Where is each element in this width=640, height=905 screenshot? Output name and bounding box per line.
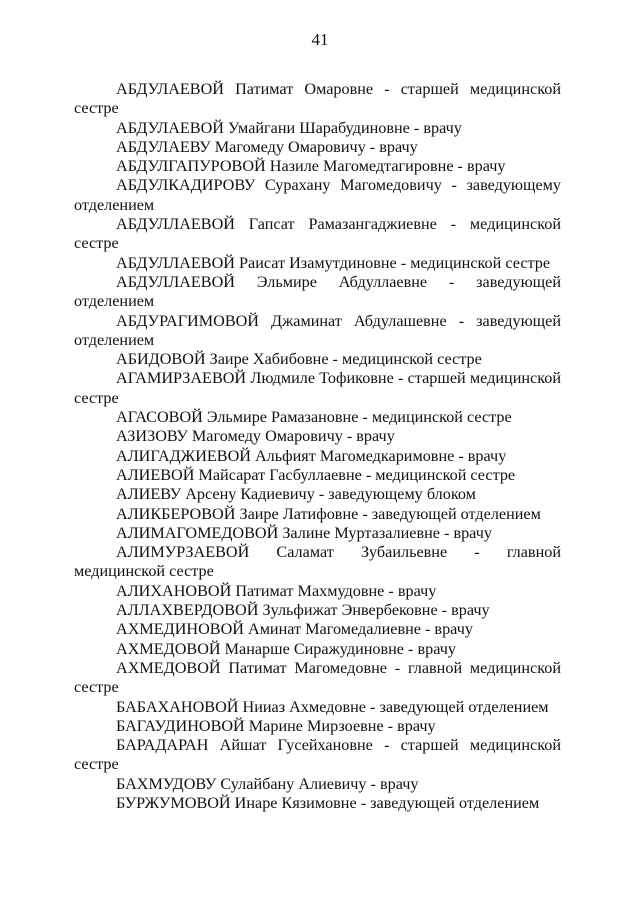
list-item: АЛИЕВОЙ Майсарат Гасбуллаевне - медицинской сестре [116,465,516,484]
list-item: АХМЕДОВОЙ Патимат Магомедовне - главной медицинской сестре [74,658,561,697]
list-item: АХМЕДИНОВОЙ Аминат Магомедалиевне - врачу [116,620,473,639]
list-item: АЛЛАХВЕРДОВОЙ Зульфижат Энвербековне - врачу [116,601,490,620]
list-item: БУРЖУМОВОЙ Инаре Кязимовне - заведующей отделением [116,793,540,812]
list-item: АБДУЛЛАЕВОЙ Раисат Изамутдиновне - медицинской сестре [116,253,551,272]
award-list [74,80,561,813]
list-item: АБДУЛАЕВОЙ Умайгани Шарабудиновне - врачу [116,118,462,137]
list-item: АЛИКБЕРОВОЙ Заире Латифовне - заведующей отделением [116,504,541,523]
list-item: АБДУЛГАПУРОВОЙ Назиле Магомедтагировне - врачу [116,157,506,176]
list-item: БАХМУДОВУ Сулайбану Алиевичу - врачу [116,774,419,793]
list-item: БАГАУДИНОВОЙ Марине Мирзоевне - врачу [116,716,436,735]
list-item: АБДУЛАЕВУ Магомеду Омаровичу - врачу [116,137,418,156]
list-item: АБДУЛЛАЕВОЙ Гапсат Рамазангаджиевне - медицинской сестре [74,215,561,253]
list-item: АГАМИРЗАЕВОЙ Людмиле Тофиковне - старшей медицинской сестре [74,369,561,407]
list-item: АЛИЕВУ Арсену Кадиевичу - заведующему блоком [116,485,476,504]
list-item: АЛИХАНОВОЙ Патимат Махмудовне - врачу [116,581,437,600]
page-number: 41 [311,30,329,49]
list-item: БАБАХАНОВОЙ Нииаз Ахмедовне - заведующей отделением [116,697,549,716]
list-item: АЛИМАГОМЕДОВОЙ Залине Муртазалиевне - врачу [116,523,492,542]
list-item: АЛИМУРЗАЕВОЙ Саламат Зубаильевне - главной медицинской сестре [74,543,561,581]
list-item: АБДУЛАЕВОЙ Патимат Омаровне - старшей медицинской сестре [74,80,561,118]
list-item: АЛИГАДЖИЕВОЙ Альфият Магомедкаримовне - врачу [116,446,507,465]
list-item: АБДУРАГИМОВОЙ Джаминат Абдулашевне - заведующей отделением [74,311,561,349]
list-item: АБИДОВОЙ Заире Хабибовне - медицинской сестре [116,350,482,369]
list-item: АБДУЛЛАЕВОЙ Эльмире Абдуллаевне - заведующей отделением [74,272,561,311]
list-item: АХМЕДОВОЙ Манарше Сиражудиновне - врачу [116,639,456,658]
list-item: АБДУЛКАДИРОВУ Сурахану Магомедовичу - заведующему отделением [74,176,561,214]
list-item: АГАСОВОЙ Эльмире Рамазановне - медицинской сестре [116,408,512,427]
list-item: БАРАДАРАН Айшат Гусейхановне - старшей медицинской сестре [74,736,561,774]
list-item: АЗИЗОВУ Магомеду Омаровичу - врачу [116,427,395,446]
